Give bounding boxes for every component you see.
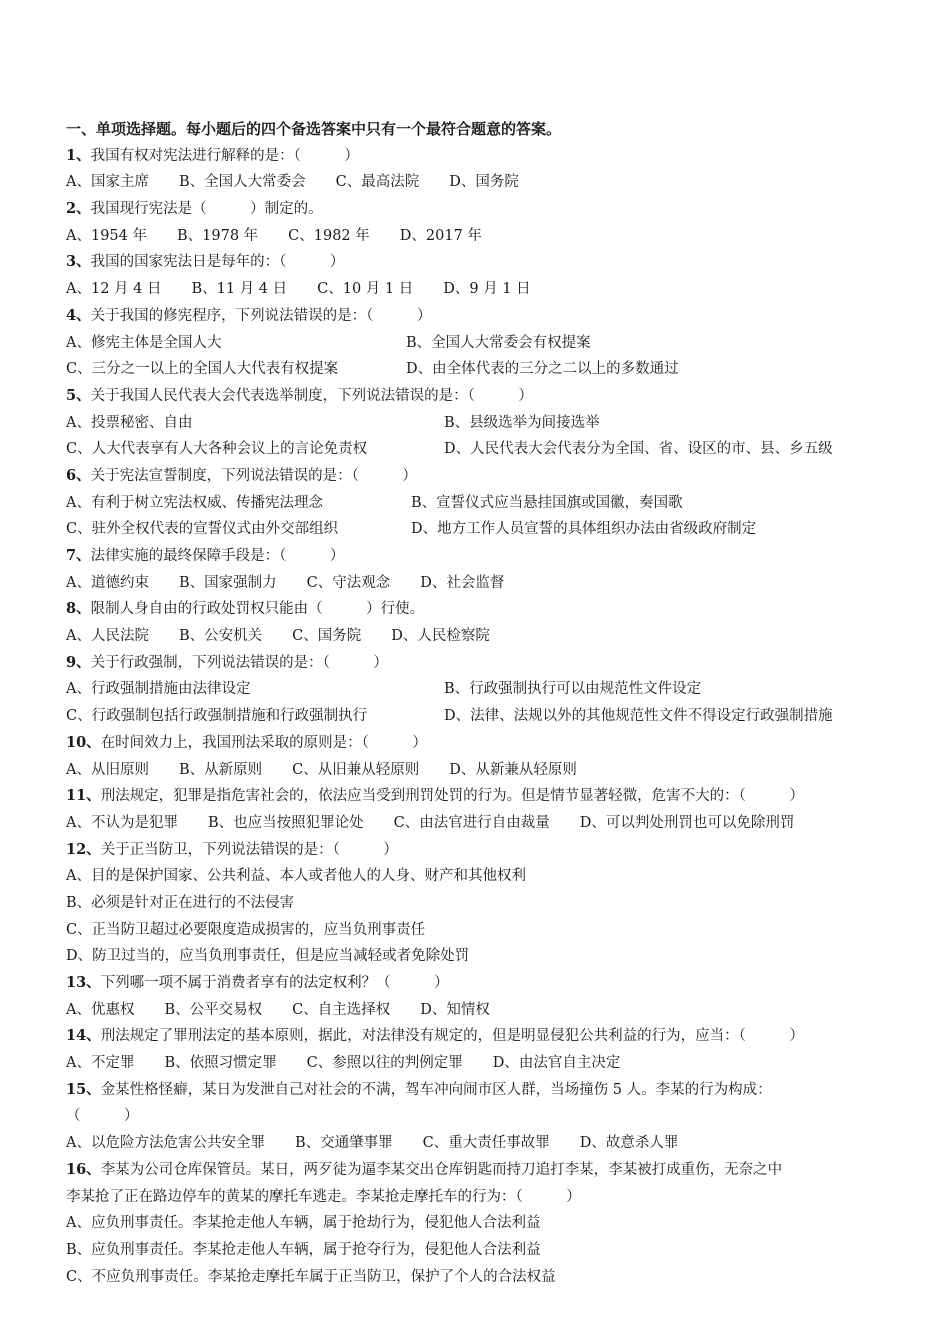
question-8 [66,596,896,623]
option-c: C、重大责任事故罪 [422,1135,550,1152]
options-11 [66,810,896,837]
options-14 [66,1050,896,1077]
option-a: A、12 月 4 日 [66,281,162,298]
question-number: 8、 [66,600,91,618]
options-7 [66,570,896,597]
option-d: D、故意杀人罪 [579,1135,679,1152]
option-c: C、守法观念 [306,574,391,591]
question-4 [66,303,896,330]
question-16 [66,1157,896,1184]
question-stem: 关于我国人民代表大会代表选举制度，下列说法错误的是：（ ） [90,387,533,404]
option-d: D、2017 年 [399,227,482,244]
option-d: D、从新兼从轻原则 [449,761,577,778]
question-number: 12、 [66,840,101,858]
option-c: C、参照以往的判例定罪 [306,1055,463,1072]
question-stem: 在时间效力上，我国刑法采取的原则是：（ ） [100,734,427,751]
option-b: B、全国人大常委会 [178,174,306,191]
option-b: B、国家强制力 [178,574,277,591]
option-b: B、全国人大常委会有权提案 [406,334,591,351]
options-5-row1 [66,410,896,437]
options-1 [66,169,896,196]
option-a: A、1954 年 [66,227,147,244]
option-d: D、可以判处刑罚也可以免除刑罚 [579,814,795,831]
question-stem: 关于宪法宣誓制度，下列说法错误的是：（ ） [90,467,417,484]
option-c: C、从旧兼从轻原则 [292,761,420,778]
question-5 [66,383,896,410]
section-heading: 一、单项选择题。每小题后的四个备选答案中只有一个最符合题意的答案。 [66,120,562,138]
question-stem: 法律实施的最终保障手段是：（ ） [90,548,345,564]
question-number: 10、 [66,733,101,751]
option-a: A、人民法院 [66,628,149,645]
question-number: 9、 [66,653,91,671]
question-stem: 刑法规定了罪刑法定的基本原则，据此，对法律没有规定的，但是明显侵犯公共利益的行为，应当：（ ） [100,1028,804,1045]
question-10 [66,730,896,757]
option-b: B、依照习惯定罪 [164,1055,277,1072]
question-15 [66,1077,896,1104]
option-b: B、县级选举为间接选举 [444,414,600,431]
question-7 [66,543,896,570]
options-13 [66,997,896,1024]
question-stem: 关于行政强制，下列说法错误的是：（ ） [90,654,388,671]
exam-page [66,116,896,1290]
option-c: C、国务院 [292,628,362,645]
question-12 [66,837,896,864]
option-a: A、修宪主体是全国人大 [66,334,222,351]
option-a: A、行政强制措施由法律设定 [66,681,251,698]
question-13 [66,970,896,997]
option-b: B、应负刑事责任。李某抢走他人车辆，属于抢夺行为，侵犯他人合法利益 [66,1241,541,1258]
option-c: C、正当防卫超过必要限度造成损害的，应当负刑事责任 [66,921,426,938]
question-number: 1、 [66,146,91,164]
question-number: 4、 [66,306,91,324]
question-number: 7、 [66,547,91,564]
option-b: B、宣誓仪式应当悬挂国旗或国徽，奏国歌 [411,494,683,511]
option-b: B、也应当按照犯罪论处 [207,814,364,831]
options-8 [66,623,896,650]
question-stem: 限制人身自由的行政处罚权只能由（ ）行使。 [90,601,425,618]
option-d: D、法律、法规以外的其他规范性文件不得设定行政强制措施 [444,708,833,725]
question-stem: 我国有权对宪法进行解释的是：（ ） [90,147,359,164]
question-16-cont: 李某抢了正在路边停车的黄某的摩托车逃走。李某抢走摩托车的行为：（ ） [66,1188,581,1205]
option-a: A、从旧原则 [66,761,149,778]
question-stem: 金某性格怪癖，某日为发泄自己对社会的不满，驾车冲向闹市区人群，当场撞伤 5 人。李某的行为构成： [100,1081,772,1098]
options-10 [66,757,896,784]
question-number: 2、 [66,200,91,218]
option-a: A、不认为是犯罪 [66,814,178,831]
question-stem: 我国现行宪法是（ ）制定的。 [90,201,323,218]
question-9 [66,650,896,677]
option-a: A、有利于树立宪法权威、传播宪法理念 [66,494,323,511]
question-number: 3、 [66,253,91,271]
option-d: D、知情权 [420,1001,490,1018]
option-d: D、防卫过当的，应当负刑事责任，但是应当减轻或者免除处罚 [66,948,470,965]
option-b: B、必须是针对正在进行的不法侵害 [66,894,295,911]
option-c: C、行政强制包括行政强制措施和行政强制执行 [66,708,368,725]
option-a: A、国家主席 [66,174,149,191]
question-stem: 我国的国家宪法日是每年的：（ ） [90,254,345,271]
question-stem: 关于正当防卫，下列说法错误的是：（ ） [100,841,398,858]
option-a: A、以危险方法危害公共安全罪 [66,1135,265,1152]
option-a: A、不定罪 [66,1055,135,1072]
option-d: D、国务院 [449,174,519,191]
options-6-row1 [66,490,896,517]
option-d: D、由法官自主决定 [492,1055,621,1072]
option-c: C、不应负刑事责任。李某抢走摩托车属于正当防卫，保护了个人的合法权益 [66,1268,556,1285]
option-d: D、人民检察院 [391,628,490,645]
options-4-row1 [66,330,896,357]
question-number: 15、 [66,1080,101,1098]
options-2 [66,223,896,250]
option-c: C、人大代表享有人大各种会议上的言论免责权 [66,441,368,458]
question-2 [66,196,896,223]
option-b: B、从新原则 [178,761,263,778]
option-c: C、1982 年 [288,227,370,244]
option-c: C、驻外全权代表的宣誓仪式由外交部组织 [66,521,339,538]
option-a: A、目的是保护国家、公共利益、本人或者他人的人身、财产和其他权利 [66,868,526,885]
question-14 [66,1023,896,1050]
option-a: A、投票秘密、自由 [66,414,193,431]
option-c: C、由法官进行自由裁量 [393,814,550,831]
question-stem: 下列哪一项不属于消费者享有的法定权利？（ ） [100,975,449,991]
question-1 [66,143,896,170]
option-b: B、1978 年 [176,227,259,244]
options-15 [66,1130,896,1157]
option-c: C、自主选择权 [292,1001,391,1018]
question-number: 13、 [66,974,101,991]
option-b: B、11 月 4 日 [191,281,288,298]
question-number: 5、 [66,386,91,404]
options-9-row1 [66,676,896,703]
option-d: D、9 月 1 日 [443,281,531,298]
option-b: B、公安机关 [178,628,263,645]
option-c: C、10 月 1 日 [317,281,414,298]
option-d: D、社会监督 [420,574,505,591]
option-d: D、人民代表大会代表分为全国、省、设区的市、县、乡五级 [444,441,833,458]
option-c: C、最高法院 [335,174,420,191]
option-b: B、行政强制执行可以由规范性文件设定 [444,681,702,698]
question-11 [66,783,896,810]
option-b: B、交通肇事罪 [294,1135,393,1152]
question-stem: 刑法规定，犯罪是指危害社会的，依法应当受到刑罚处罚的行为。但是情节显著轻微，危害不大的：（ ） [100,788,804,805]
options-5-row2 [66,436,896,463]
question-number: 11、 [66,787,101,805]
option-d: D、由全体代表的三分之二以上的多数通过 [406,361,679,378]
question-number: 16、 [66,1160,101,1178]
option-a: A、优惠权 [66,1001,135,1018]
question-15-cont: （ ） [66,1108,139,1125]
question-stem: 关于我国的修宪程序，下列说法错误的是：（ ） [90,307,432,324]
options-9-row2 [66,703,896,730]
question-3 [66,249,896,276]
option-b: B、公平交易权 [164,1001,263,1018]
question-stem: 李某为公司仓库保管员。某日，两歹徒为逼李某交出仓库钥匙而持刀追打李某，李某被打成重伤，无奈之中 [100,1161,783,1178]
option-d: D、地方工作人员宣誓的具体组织办法由省级政府制定 [411,521,757,538]
option-a: A、道德约束 [66,574,149,591]
option-a: A、应负刑事责任。李某抢走他人车辆，属于抢劫行为，侵犯他人合法利益 [66,1215,541,1232]
question-number: 14、 [66,1027,101,1045]
options-6-row2 [66,516,896,543]
question-6 [66,463,896,490]
options-4-row2 [66,356,896,383]
options-3 [66,276,896,303]
question-number: 6、 [66,466,91,484]
option-c: C、三分之一以上的全国人大代表有权提案 [66,361,339,378]
